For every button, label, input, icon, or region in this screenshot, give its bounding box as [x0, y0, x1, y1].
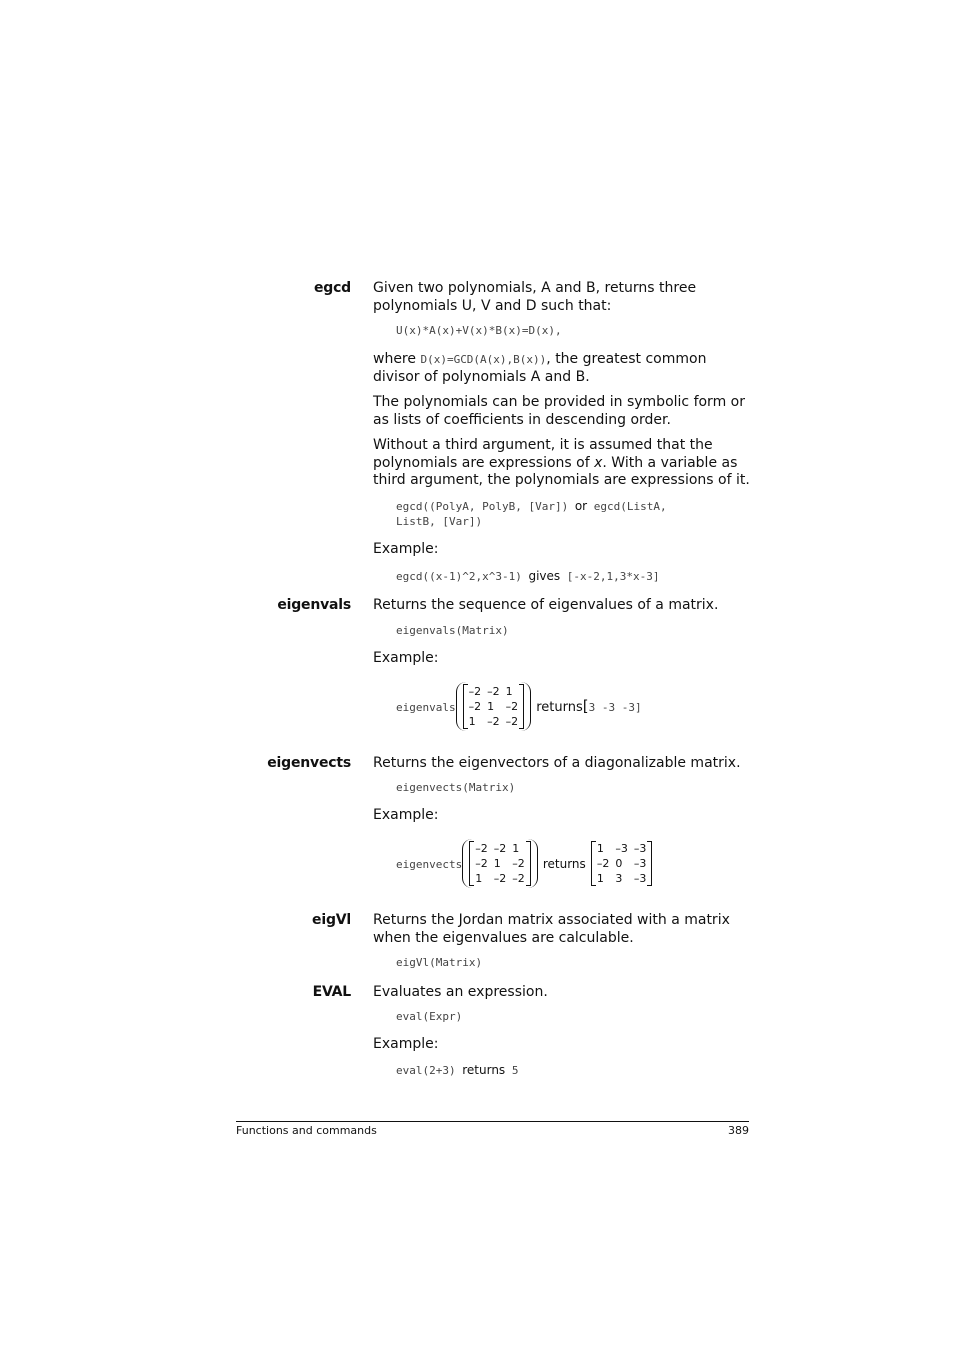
- egcd-variable-x: x: [594, 454, 603, 471]
- eigenvects-syntax: eigenvects(Matrix): [396, 781, 516, 794]
- eigenvects-result-row: [594, 871, 650, 886]
- eigenvects-input-row: [472, 871, 528, 886]
- eigenvects-paren: [462, 839, 538, 888]
- eigenvects-input-cell: –2: [475, 857, 488, 870]
- egcd-example: [396, 568, 660, 585]
- eigenvals-example-returns: returns: [536, 700, 583, 715]
- egcd-where-post: , the greatest common divisor of polynomials A and B.: [373, 351, 707, 385]
- eigenvals-input-matrix: [463, 684, 525, 729]
- eigenvals-input-table: [466, 684, 522, 729]
- eigenvects-example-returns: returns: [542, 857, 586, 871]
- eigvl-description: Returns the Jordan matrix associated with a matrix when the eigenvalues are calculable.: [373, 912, 730, 946]
- eigenvals-input-row: [466, 714, 522, 729]
- egcd-example-label: Example:: [373, 541, 439, 557]
- eigenvects-result-cell: –3: [633, 872, 647, 885]
- eigenvals-input-cell: –2: [487, 715, 500, 728]
- eval-example-returns: returns: [462, 1063, 506, 1077]
- egcd-variable-pre: Without a third argument, it is assumed that the polynomials are expressions of: [373, 437, 713, 471]
- eigenvals-syntax: eigenvals(Matrix): [396, 624, 509, 637]
- term-eval: EVAL: [312, 984, 351, 1000]
- egcd-syntax-or: or: [574, 499, 588, 513]
- egcd-syntax-b: egcd(ListA,: [593, 500, 667, 513]
- term-eigenvals: eigenvals: [277, 597, 351, 613]
- eval-example-result: 5: [511, 1064, 519, 1077]
- eigenvects-result-table: [594, 841, 650, 886]
- term-eigenvects: eigenvects: [267, 755, 351, 771]
- egcd-syntax-a: egcd((PolyA, PolyB, [Var]): [396, 500, 569, 513]
- eigenvects-input-cell: 1: [512, 842, 520, 855]
- term-eigvl: eigVl: [312, 912, 351, 928]
- eigenvects-result-cell: –2: [596, 857, 610, 870]
- eigenvals-input-cell: 1: [487, 700, 495, 713]
- footer-page-number: 389: [728, 1124, 749, 1137]
- eigenvects-example-code: eigenvects: [396, 858, 463, 871]
- footer-rule: [236, 1121, 749, 1122]
- eigenvects-input-cell: –2: [512, 857, 525, 870]
- eigenvals-input-cell: –2: [468, 685, 482, 698]
- eigenvals-input-cell: 1: [468, 715, 476, 728]
- eigenvals-input-row: [466, 699, 522, 714]
- eigenvects-input-cell: 1: [475, 872, 483, 885]
- egcd-example-result: [-x-2,1,3*x-3]: [566, 570, 660, 583]
- eigvl-syntax: eigVl(Matrix): [396, 956, 483, 969]
- eigenvects-result-cell: 1: [596, 842, 604, 855]
- egcd-identity-code: U(x)*A(x)+V(x)*B(x)=D(x),: [396, 324, 562, 337]
- eigenvects-input-table: [472, 841, 528, 886]
- eigenvals-input-cell: –2: [487, 685, 500, 698]
- eigenvects-input-row: [472, 856, 528, 871]
- egcd-forms-paragraph: The polynomials can be provided in symbolic form or as lists of coefficients in descending order.: [373, 394, 745, 428]
- eigenvects-input-cell: –2: [512, 872, 525, 885]
- eigenvects-result-cell: –3: [633, 857, 647, 870]
- eigenvects-input-cell: –2: [493, 872, 507, 885]
- egcd-example-gives: gives: [528, 569, 561, 583]
- eigenvals-paren: [456, 682, 532, 731]
- eigenvects-result-matrix: [591, 841, 653, 886]
- eigenvals-input-row: [466, 684, 522, 699]
- eigenvects-result-cell: 1: [596, 872, 604, 885]
- eigenvects-result-cell: –3: [633, 842, 647, 855]
- eigenvals-example: [396, 682, 642, 731]
- egcd-description: Given two polynomials, A and B, returns three polynomials U, V and D such that:: [373, 280, 697, 314]
- eigenvects-input-cell: –2: [475, 842, 488, 855]
- eigenvals-input-cell: –2: [468, 700, 482, 713]
- eigenvects-result-row: [594, 856, 650, 871]
- egcd-variable-paragraph: [373, 437, 751, 490]
- eigenvects-input-row: [472, 841, 528, 856]
- eval-example: [396, 1062, 518, 1079]
- egcd-variable-post: . With a variable as third argument, the polynomials are expressions of it.: [373, 454, 750, 488]
- egcd-example-code: egcd((x-1)^2,x^3-1): [396, 570, 522, 583]
- eigenvals-example-result: 3 -3 -3]: [588, 701, 642, 714]
- eigenvects-description: Returns the eigenvectors of a diagonalizable matrix.: [373, 755, 741, 771]
- footer-section-title: Functions and commands: [236, 1124, 377, 1137]
- egcd-where-pre: where: [373, 351, 421, 367]
- eigenvals-example-code: eigenvals: [396, 701, 456, 714]
- eigenvals-input-cell: 1: [505, 685, 513, 698]
- eigenvects-result-cell: 0: [615, 857, 623, 870]
- egcd-syntax-line1: [396, 498, 667, 515]
- eval-example-label: Example:: [373, 1036, 439, 1052]
- eigenvals-example-label: Example:: [373, 650, 439, 666]
- eigenvals-input-cell: –2: [505, 700, 519, 713]
- eigenvals-input-cell: –2: [505, 715, 519, 728]
- eigenvects-input-cell: 1: [493, 857, 501, 870]
- eigenvects-result-row: [594, 841, 650, 856]
- egcd-where-code: D(x)=GCD(A(x),B(x)): [420, 353, 547, 366]
- egcd-syntax-line2: ListB, [Var]): [396, 515, 483, 528]
- eigenvals-description: Returns the sequence of eigenvalues of a matrix.: [373, 597, 719, 613]
- eigenvects-result-cell: 3: [615, 872, 623, 885]
- egcd-where-paragraph: [373, 351, 751, 386]
- eigenvects-input-matrix: [469, 841, 531, 886]
- term-egcd: egcd: [313, 280, 351, 296]
- eval-description: Evaluates an expression.: [373, 984, 548, 1000]
- eigenvals-result-bracket: [: [582, 697, 589, 715]
- eval-example-code: eval(2+3): [396, 1064, 456, 1077]
- eval-syntax: eval(Expr): [396, 1010, 463, 1023]
- eigenvects-example: [396, 839, 652, 888]
- eigenvects-example-label: Example:: [373, 807, 439, 823]
- eigenvects-result-cell: –3: [615, 842, 628, 855]
- eigenvects-input-cell: –2: [493, 842, 507, 855]
